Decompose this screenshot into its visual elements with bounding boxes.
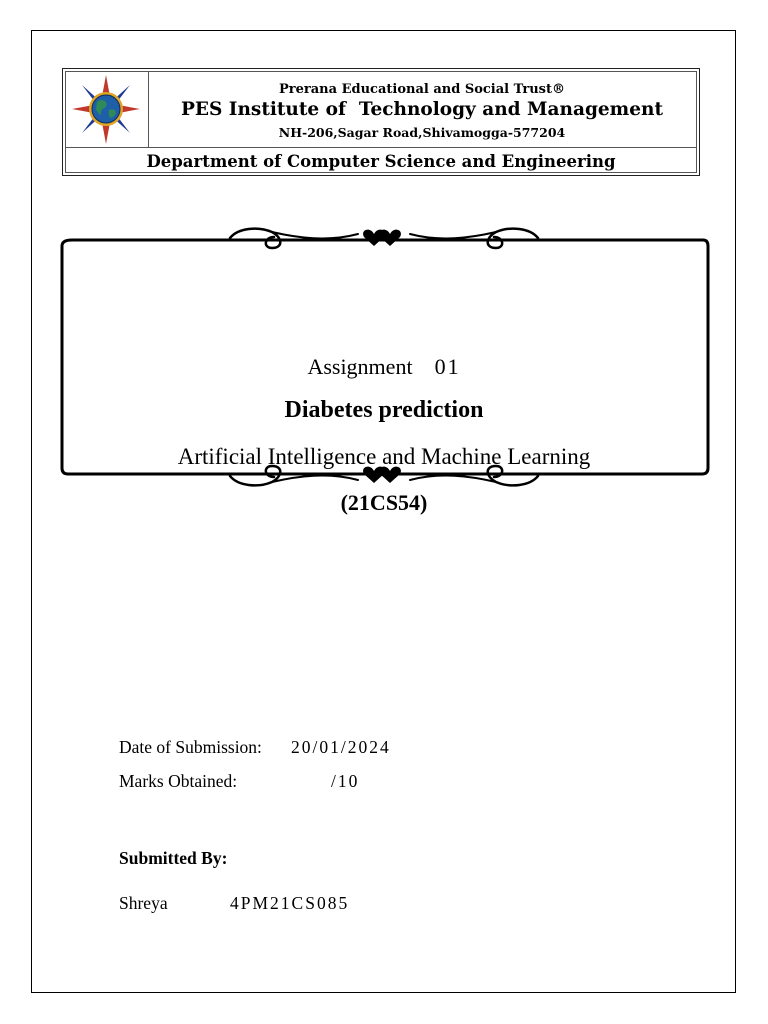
- marks-row: [119, 771, 360, 792]
- assignment-number: 01: [434, 354, 461, 379]
- header-inner-border: [65, 71, 697, 173]
- institute-address: NH-206,Sagar Road,Shivamogga-577204: [278, 125, 566, 140]
- student-row: [119, 893, 350, 914]
- subject-name: Artificial Intelligence and Machine Learning: [177, 444, 591, 469]
- assignment-heading: [0, 354, 768, 380]
- marks-label: Marks Obtained:: [119, 771, 238, 791]
- submission-date-row: [119, 737, 391, 758]
- submitted-by-label: Submitted By:: [119, 848, 228, 868]
- institute-header: [62, 68, 700, 176]
- date-value: 20/01/2024: [291, 737, 391, 757]
- marks-value: /10: [331, 771, 360, 791]
- header-divider: [66, 147, 696, 148]
- compass-globe-logo-icon: [66, 72, 146, 147]
- institute-name: PES Institute of Technology and Management: [180, 99, 663, 120]
- student-name: Shreya: [119, 893, 168, 913]
- assignment-label: Assignment: [307, 354, 413, 379]
- trust-name: Prerana Educational and Social Trust®: [279, 82, 565, 97]
- logo-cell: [66, 72, 149, 147]
- project-title: Diabetes prediction: [284, 397, 484, 423]
- department-name: Department of Computer Science and Engineering: [146, 152, 616, 171]
- date-label: Date of Submission:: [119, 737, 262, 757]
- student-usn: 4PM21CS085: [230, 893, 350, 913]
- course-code: (21CS54): [340, 490, 428, 515]
